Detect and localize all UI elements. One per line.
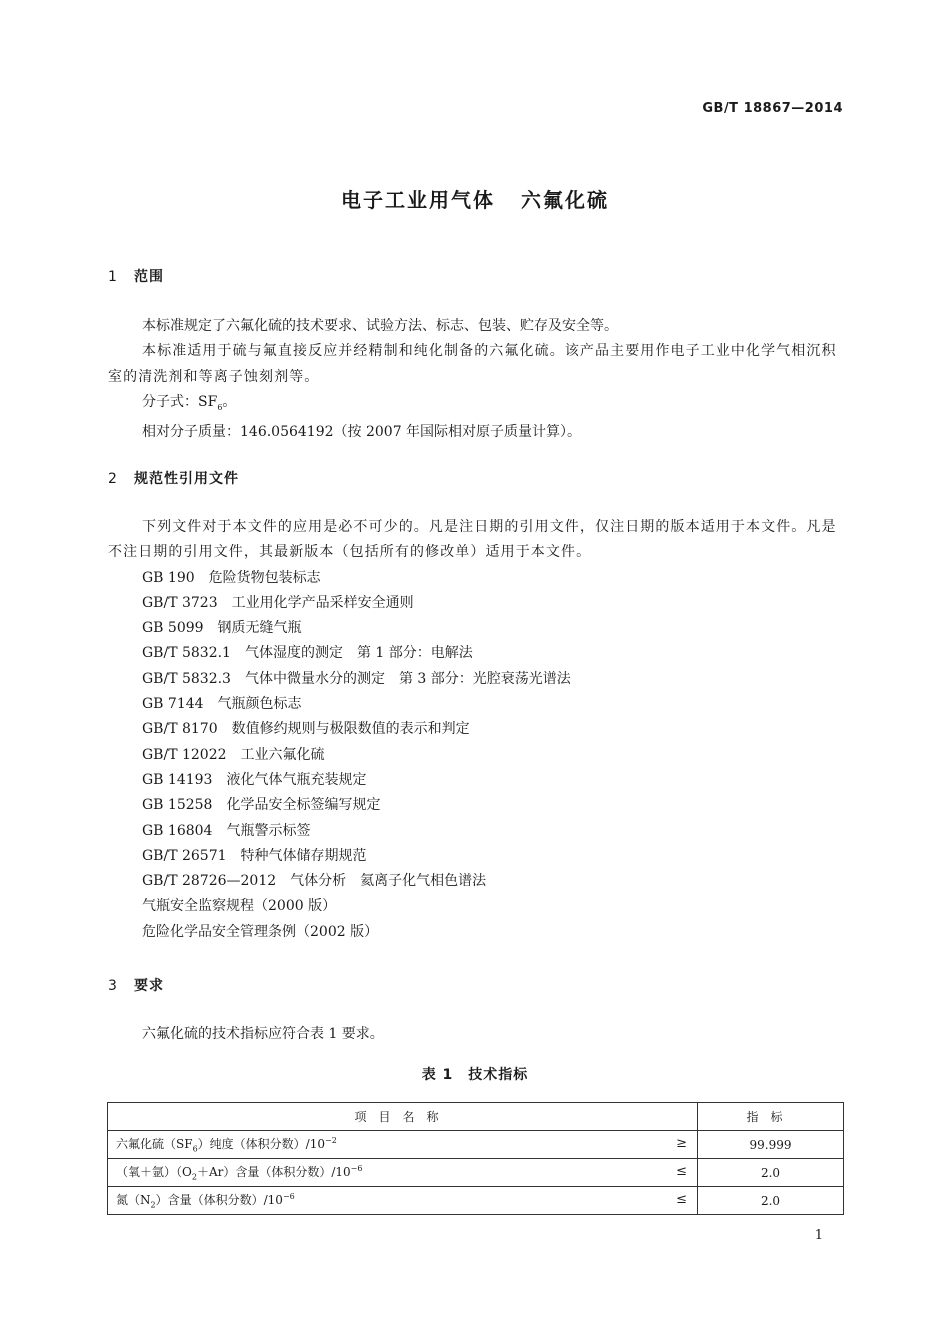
reference-item: GB/T 5832.3 气体中微量水分的测定 第 3 部分：光腔衰荡光谱法	[142, 670, 571, 687]
reference-item: GB 190 危险货物包装标志	[142, 569, 321, 586]
title-part1: 电子工业用气体	[341, 188, 495, 212]
scope-paragraph-2: 本标准适用于硫与氟直接反应并经精制和纯化制备的六氟化硫。该产品主要用作电子工业中化学气相沉积室的清洗剂和等离子蚀刻剂等。	[108, 343, 837, 385]
section-number: 1	[108, 269, 118, 285]
section-number: 3	[108, 978, 118, 994]
reference-item: GB/T 5832.1 气体湿度的测定 第 1 部分：电解法	[142, 645, 473, 662]
document-title	[0, 184, 950, 213]
table-row	[108, 1131, 844, 1159]
section-2-body	[108, 515, 846, 945]
table-row	[108, 1159, 844, 1187]
technical-spec-table	[107, 1102, 844, 1215]
column-header-item: 项目名称	[108, 1103, 698, 1131]
section-3-heading	[108, 975, 164, 995]
comparison-sign: ≤	[676, 1192, 687, 1207]
column-header-value: 指标	[698, 1103, 844, 1131]
title-part2: 六氟化硫	[521, 188, 609, 212]
reference-item: GB/T 8170 数值修约规则与极限数值的表示和判定	[142, 721, 470, 738]
section-title: 范围	[134, 269, 164, 285]
item-name-cell: 氮$(N_2)$含量（体积分数）$/10^{-6}$ ≤	[108, 1187, 698, 1215]
value-cell: 2.0	[698, 1159, 844, 1187]
reference-item: GB/T 26571 特种气体储存期规范	[142, 847, 367, 864]
section-title: 规范性引用文件	[134, 471, 239, 487]
table-row	[108, 1187, 844, 1215]
reference-item: 危险化学品安全管理条例（2002 版）	[142, 923, 379, 940]
value-cell: 99.999	[698, 1131, 844, 1159]
section-1-heading	[108, 266, 164, 286]
reference-item: GB 5099 钢质无缝气瓶	[142, 620, 302, 637]
standard-code: GB/T 18867—2014	[702, 101, 843, 116]
reference-item: GB 15258 化学品安全标签编写规定	[142, 797, 381, 814]
page-number: 1	[814, 1228, 823, 1243]
reference-item: GB/T 28726—2012 气体分析 氦离子化气相色谱法	[142, 873, 487, 890]
section-number: 2	[108, 471, 118, 487]
table-header-row	[108, 1103, 844, 1131]
reference-item: GB/T 12022 工业六氟化硫	[142, 746, 325, 763]
table-caption: 表 1 技术指标	[421, 1067, 529, 1083]
comparison-sign: ≤	[676, 1164, 687, 1179]
item-name-cell: （氧＋氩）$(O_2+Ar)$含量（体积分数）$/10^{-6}$ ≤	[108, 1159, 698, 1187]
section-3-body	[108, 1022, 846, 1047]
reference-item: 气瓶安全监察规程（2000 版）	[142, 898, 337, 915]
molecular-mass: 相对分子质量：146.0564192（按 2007 年国际相对原子质量计算）。	[142, 423, 582, 440]
section-title: 要求	[134, 978, 164, 994]
scope-paragraph-1: 本标准规定了六氟化硫的技术要求、试验方法、标志、包装、贮存及安全等。	[142, 318, 618, 334]
references-intro: 下列文件对于本文件的应用是必不可少的。凡是注日期的引用文件，仅注日期的版本适用于本文件。凡是不注日期的引用文件，其最新版本（包括所有的修改单）适用于本文件。	[108, 519, 837, 561]
reference-item: GB 7144 气瓶颜色标志	[142, 696, 302, 713]
reference-item: GB/T 3723 工业用化学产品采样安全通则	[142, 594, 414, 611]
reference-item: GB 16804 气瓶警示标签	[142, 822, 311, 839]
item-name-cell: 六氟化硫$(SF_6)$纯度（体积分数）$/10^{-2}$ ≥	[108, 1131, 698, 1159]
value-cell: 2.0	[698, 1187, 844, 1215]
section-2-heading	[108, 468, 239, 488]
reference-list	[108, 566, 846, 945]
reference-item: GB 14193 液化气体气瓶充装规定	[142, 771, 367, 788]
molecular-formula: 分子式：$SF_6$。	[142, 393, 237, 412]
comparison-sign: ≥	[676, 1136, 687, 1151]
requirements-paragraph: 六氟化硫的技术指标应符合表 1 要求。	[142, 1026, 384, 1042]
section-1-body	[108, 314, 846, 445]
